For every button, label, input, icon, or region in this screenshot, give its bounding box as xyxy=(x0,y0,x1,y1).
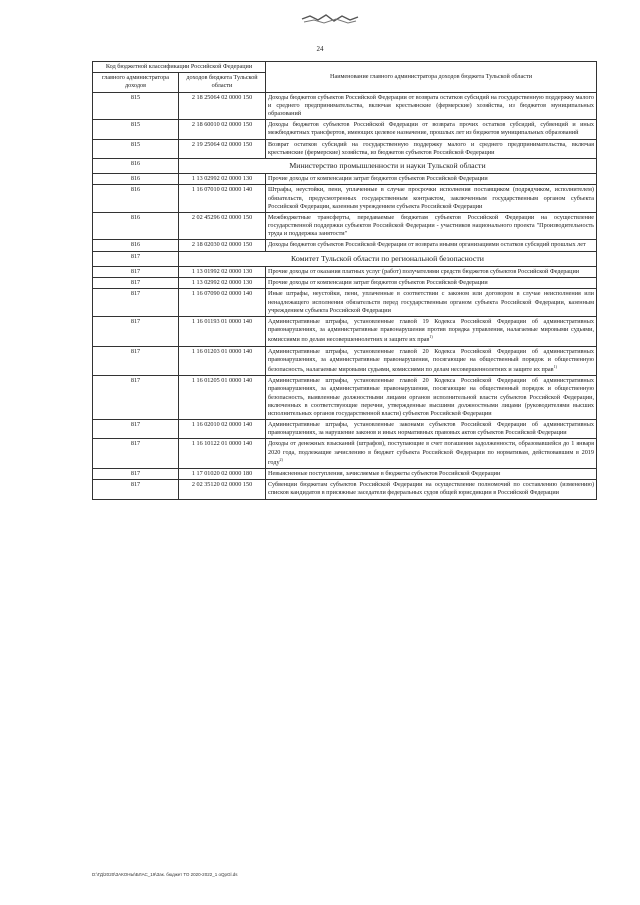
description-cell xyxy=(266,420,597,439)
admin-code-cell: 816 xyxy=(93,212,179,240)
description-cell xyxy=(266,120,597,139)
revenue-code-cell: 2 18 02030 02 0000 150 xyxy=(179,240,266,251)
table-row xyxy=(93,92,597,120)
admin-code-cell: 817 xyxy=(93,316,179,346)
description-text: Доходы бюджетов субъектов Российской Федерации от возврата иными организациями остатков субсидий прошлых лет xyxy=(268,241,586,249)
description-cell xyxy=(266,289,597,317)
description-cell xyxy=(266,376,597,420)
stamp-mark xyxy=(300,12,360,26)
description-text: Доходы от денежных взысканий (штрафов), поступающие в счет погашения задолженности, образовавшейся до 1 января 2020 года, подлежащие зачислению в бюджет субъекта Российской Федерации по нормативам, действовавшим в 2019 году xyxy=(268,440,594,466)
table-row xyxy=(93,266,597,277)
description-cell xyxy=(266,346,597,376)
revenue-code-cell: 1 16 02010 02 0000 140 xyxy=(179,420,266,439)
admin-code-cell: 817 xyxy=(93,346,179,376)
description-text: Доходы бюджетов субъектов Российской Федерации от возврата остатков субсидий на государственную поддержку малого и среднего предпринимательства, включая крестьянские (фермерские) хозяйства, из бюджетов муниципальных образований xyxy=(268,93,594,117)
revenue-code-cell: 2 02 45296 02 0000 150 xyxy=(179,212,266,240)
admin-code-cell: 817 xyxy=(93,289,179,317)
description-text: Межбюджетные трансферты, передаваемые бюджетам субъектов Российской Федерации на осуществление государственной поддержки субъектов Российской Федерации - участников национального проекта "Производительность труда и поддержка занятости" xyxy=(268,213,594,238)
footnote-mark: 1) xyxy=(553,363,557,369)
header-name: Наименование главного администратора доходов бюджета Тульской области xyxy=(266,62,597,93)
table-row xyxy=(93,139,597,158)
admin-code-cell: 817 xyxy=(93,266,179,277)
revenue-code-cell: 1 16 01203 01 0000 140 xyxy=(179,346,266,376)
admin-code-cell: 815 xyxy=(93,120,179,139)
description-text: Административные штрафы, установленные главой 19 Кодекса Российской Федерации об административных правонарушениях, за административные правонарушения против порядка управления, налагаемые мировыми судьями, комиссиями по делам несовершеннолетних и защите их прав xyxy=(268,317,594,344)
revenue-code-cell: 1 13 02992 02 0000 130 xyxy=(179,278,266,289)
description-cell xyxy=(266,240,597,251)
description-text: Административные штрафы, установленные главой 20 Кодекса Российской Федерации об административных правонарушениях, за административные правонарушения, посягающие на общественный порядок и общественную безопасность, налагаемые мировыми судьями, комиссиями по делам несовершеннолетних и защите их прав xyxy=(268,347,594,373)
table-row xyxy=(93,316,597,346)
revenue-code-cell: 2 19 25064 02 0000 150 xyxy=(179,139,266,158)
footer-file-path: D:\ГД\2020\ЗАКОНЫ\БЛАС_19\Зак. бюджет ТО 2020-2022_1 oQpGl.ds xyxy=(92,872,238,877)
description-text: Возврат остатков субсидий на государственную поддержку малого и среднего предпринимательства, включая крестьянские (фермерские) хозяйства, из бюджетов субъектов Российской Федерации xyxy=(268,140,594,156)
description-cell xyxy=(266,266,597,277)
description-cell xyxy=(266,139,597,158)
revenue-code-cell: 1 13 01992 02 0000 130 xyxy=(179,266,266,277)
footnote-mark: 1) xyxy=(429,334,433,340)
admin-code-cell: 817 xyxy=(93,480,179,499)
description-text: Административные штрафы, установленные законами субъектов Российской Федерации об административных правонарушениях, за нарушение законов и иных нормативных правовых актов субъектов Российской Федерации xyxy=(268,421,594,437)
revenue-code-cell: 2 18 25064 02 0000 150 xyxy=(179,92,266,120)
revenue-code-cell: 1 16 07090 02 0000 140 xyxy=(179,289,266,317)
revenue-code-cell: 1 16 07010 02 0000 140 xyxy=(179,185,266,213)
admin-code-cell: 816 xyxy=(93,240,179,251)
table-row xyxy=(93,174,597,185)
admin-code-cell: 817 xyxy=(93,251,179,266)
description-text: Прочие доходы от компенсации затрат бюджетов субъектов Российской Федерации xyxy=(268,279,488,287)
table-row xyxy=(93,278,597,289)
section-row xyxy=(93,158,597,173)
table-row xyxy=(93,420,597,439)
table-row xyxy=(93,240,597,251)
table-row xyxy=(93,346,597,376)
revenue-admin-table xyxy=(92,61,597,500)
page-number: 24 xyxy=(316,45,324,53)
description-text: Прочие доходы от компенсации затрат бюджетов субъектов Российской Федерации xyxy=(268,175,488,183)
admin-code-cell: 817 xyxy=(93,420,179,439)
revenue-code-cell: 1 16 01205 01 0000 140 xyxy=(179,376,266,420)
table-row xyxy=(93,376,597,420)
description-text: Иные штрафы, неустойки, пени, уплаченные в соответствии с законом или договором в случае неисполнения или ненадлежащего исполнения обязательств перед государственным органом субъекта Российской Федерации, казенным учреждением субъекта Российской Федерации xyxy=(268,290,594,314)
table-row xyxy=(93,289,597,317)
revenue-code-cell: 1 16 10122 01 0000 140 xyxy=(179,439,266,469)
revenue-code-cell: 1 16 01193 01 0000 140 xyxy=(179,316,266,346)
header-admin: главного администратора доходов xyxy=(93,73,179,92)
description-text: Административные штрафы, установленные главой 20 Кодекса Российской Федерации об административных правонарушениях, за административные правонарушения, посягающие на общественный порядок и общественную безопасность, выявленные должностными лицами органов исполнительной власти субъектов Российской Федерации, включенных в соответствующие перечни, утвержденные высшими должностными лицами (руководителями высших исполнительных органов государственной власти) субъектов Российской Федерации xyxy=(268,377,594,417)
header-code-group: Код бюджетной классификации Российской Федерации xyxy=(93,62,266,73)
section-row xyxy=(93,251,597,266)
description-text: Невыясненные поступления, зачисляемые в бюджеты субъектов Российской Федерации xyxy=(268,470,501,478)
admin-code-cell: 817 xyxy=(93,469,179,480)
description-cell xyxy=(266,439,597,469)
table-row xyxy=(93,185,597,213)
table-row xyxy=(93,480,597,499)
revenue-code-cell: 2 02 35120 02 0000 150 xyxy=(179,480,266,499)
admin-code-cell: 817 xyxy=(93,376,179,420)
admin-code-cell: 816 xyxy=(93,185,179,213)
description-cell xyxy=(266,278,597,289)
description-text: Доходы бюджетов субъектов Российской Федерации от возврата прочих остатков субсидий, субвенций и иных межбюджетных трансфертов, имеющих целевое назначение, прошлых лет из бюджетов муниципальных образований xyxy=(268,121,594,137)
table-row xyxy=(93,120,597,139)
header-revenue: доходов бюджета Тульской области xyxy=(179,73,266,92)
table-row xyxy=(93,469,597,480)
table-body xyxy=(93,92,597,499)
revenue-code-cell: 2 18 60010 02 0000 150 xyxy=(179,120,266,139)
section-title: Комитет Тульской области по региональной безопасности xyxy=(179,251,597,266)
admin-code-cell: 817 xyxy=(93,278,179,289)
revenue-code-cell: 1 17 01020 02 0000 180 xyxy=(179,469,266,480)
description-cell xyxy=(266,212,597,240)
description-cell xyxy=(266,469,597,480)
footnote-mark: 2) xyxy=(279,456,283,462)
description-text: Прочие доходы от оказания платных услуг (работ) получателями средств бюджетов субъектов Российской Федерации xyxy=(268,267,580,275)
admin-code-cell: 817 xyxy=(93,439,179,469)
description-cell xyxy=(266,185,597,213)
description-cell xyxy=(266,316,597,346)
section-title: Министерство промышленности и науки Тульской области xyxy=(179,158,597,173)
description-text: Штрафы, неустойки, пени, уплаченные в случае просрочки исполнения поставщиком (подрядчиком, исполнителем) обязательств, предусмотренных государственным контрактом, заключенным государственным органом субъекта Российской Федерации, казенным учреждением субъекта Российской Федерации xyxy=(268,186,594,210)
admin-code-cell: 815 xyxy=(93,92,179,120)
admin-code-cell: 815 xyxy=(93,139,179,158)
table-row xyxy=(93,212,597,240)
description-cell xyxy=(266,92,597,120)
description-cell xyxy=(266,174,597,185)
admin-code-cell: 816 xyxy=(93,174,179,185)
description-text: Субвенции бюджетам субъектов Российской Федерации на осуществление полномочий по составлению (изменению) списков кандидатов в присяжные заседатели федеральных судов общей юрисдикции в Российской Федерации xyxy=(268,481,594,497)
table-row xyxy=(93,439,597,469)
revenue-code-cell: 1 13 02992 02 0000 130 xyxy=(179,174,266,185)
description-cell xyxy=(266,480,597,499)
admin-code-cell: 816 xyxy=(93,158,179,173)
